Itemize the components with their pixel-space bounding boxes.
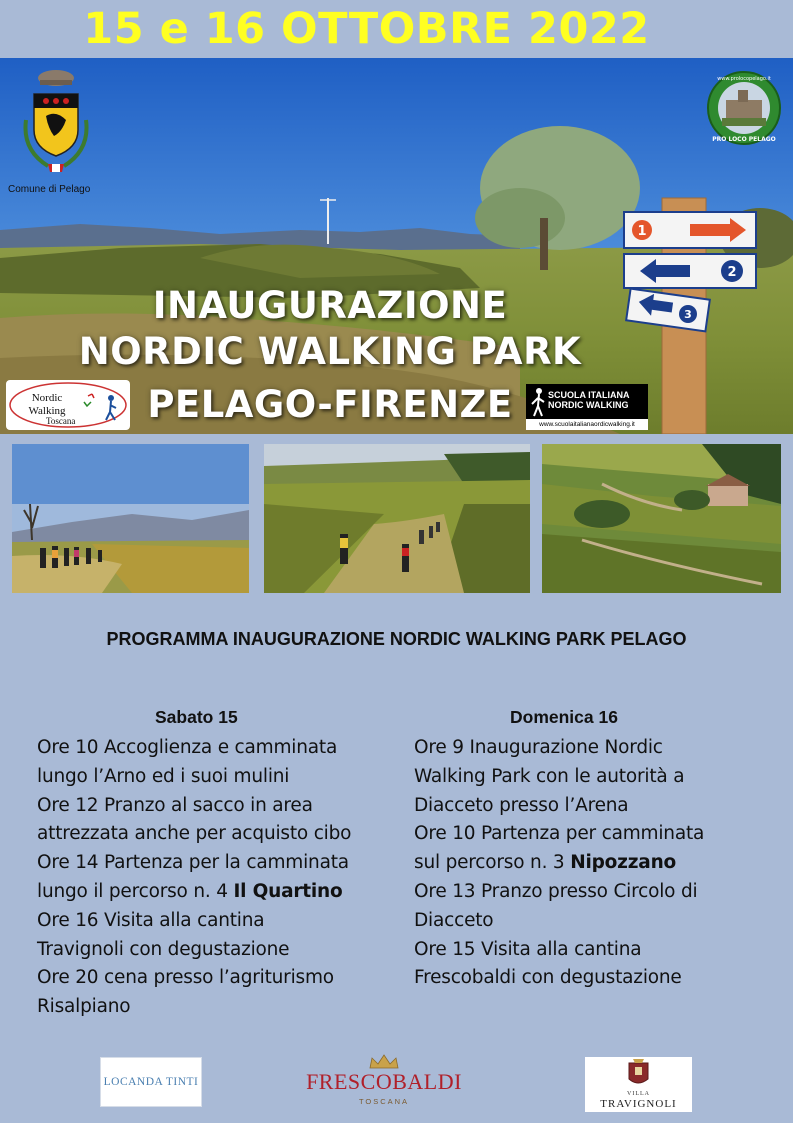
domenica-column bbox=[414, 705, 774, 993]
sabato-line: Ore 20 cena presso l’agriturismo bbox=[37, 967, 334, 989]
landscape-illustration bbox=[0, 58, 793, 434]
sabato-line: lungo il percorso n. 4 Il Quartino bbox=[37, 880, 343, 902]
comune-crest-icon bbox=[18, 70, 98, 180]
photo-vineyard-villa bbox=[542, 444, 781, 593]
proloco-logo bbox=[706, 70, 782, 146]
sinw-line-2: NORDIC WALKING bbox=[548, 400, 629, 410]
sabato-line: Ore 14 Partenza per la camminata bbox=[37, 852, 349, 874]
travignoli-villa: VILLA bbox=[627, 1091, 650, 1097]
sabato-line: lungo l’Arno ed i suoi mulini bbox=[37, 765, 290, 787]
trail-number-1: 1 bbox=[637, 224, 647, 239]
locanda-tinti-logo bbox=[100, 1057, 202, 1107]
sabato-line: Ore 10 Accoglienza e camminata bbox=[37, 737, 338, 758]
domenica-line: Ore 9 Inaugurazione Nordic bbox=[414, 737, 663, 758]
hero-title-line-1: INAUGURAZIONE bbox=[152, 284, 508, 327]
photo-vineyard-walkers bbox=[264, 444, 530, 593]
sabato-heading: Sabato 15 bbox=[155, 707, 238, 727]
proloco-site: www.prolocopelago.it bbox=[717, 76, 771, 82]
route-name-quartino: Il Quartino bbox=[233, 880, 343, 902]
domenica-heading: Domenica 16 bbox=[510, 707, 618, 727]
sabato-column bbox=[37, 705, 382, 1022]
event-date: 15 e 16 OTTOBRE 2022 bbox=[83, 4, 650, 54]
frescobaldi-region: TOSCANA bbox=[358, 1097, 410, 1106]
programma-title: PROGRAMMA INAUGURAZIONE NORDIC WALKING PARK PELAGO bbox=[106, 629, 687, 649]
domenica-line: Ore 13 Pranzo presso Circolo di bbox=[414, 880, 698, 902]
sabato-line: Ore 12 Pranzo al sacco in area bbox=[37, 794, 313, 816]
frescobaldi-logo bbox=[306, 1052, 462, 1112]
sabato-line: attrezzata anche per acquisto cibo bbox=[37, 823, 352, 845]
domenica-line: Ore 10 Partenza per camminata bbox=[414, 823, 705, 845]
trail-sign-2 bbox=[624, 254, 756, 288]
hero-title-line-3: PELAGO-FIRENZE bbox=[147, 383, 513, 426]
domenica-line: Walking Park con le autorità a bbox=[414, 765, 685, 787]
villa-travignoli-logo bbox=[585, 1057, 692, 1112]
walker-icon bbox=[528, 386, 550, 420]
photo-walkers-hills bbox=[12, 444, 249, 593]
nordic-walking-toscana-logo bbox=[6, 380, 130, 430]
locanda-tinti-name: LOCANDA TINTI bbox=[103, 1076, 199, 1088]
domenica-line: Frescobaldi con degustazione bbox=[414, 967, 682, 989]
hero-photo bbox=[0, 58, 793, 434]
sinw-url: www.scuolaitalianaordicwalking.it bbox=[526, 419, 648, 430]
sabato-line: Travignoli con degustazione bbox=[37, 938, 290, 960]
frescobaldi-name: FRESCOBALDI bbox=[306, 1069, 462, 1094]
comune-label: Comune di Pelago bbox=[8, 184, 91, 195]
nw-region: Toscana bbox=[46, 416, 76, 426]
proloco-name: PRO LOCO PELAGO bbox=[712, 136, 776, 143]
trail-number-2: 2 bbox=[727, 265, 737, 280]
hero-title-line-2: NORDIC WALKING PARK bbox=[78, 330, 582, 373]
domenica-line: Diacceto bbox=[414, 909, 494, 931]
domenica-line: sul percorso n. 3 Nipozzano bbox=[414, 852, 677, 874]
domenica-line: Ore 15 Visita alla cantina bbox=[414, 938, 642, 960]
travignoli-crest-icon bbox=[585, 1057, 692, 1091]
nw-line-1: Nordic bbox=[31, 392, 63, 404]
sabato-line: Risalpiano bbox=[37, 996, 131, 1018]
sinw-line-1: SCUOLA ITALIANA bbox=[548, 390, 630, 400]
trail-sign-1 bbox=[624, 212, 756, 248]
sabato-line: Ore 16 Visita alla cantina bbox=[37, 909, 265, 931]
nw-line-2: Walking bbox=[28, 405, 66, 417]
domenica-line: Diacceto presso l’Arena bbox=[414, 794, 629, 816]
route-name-nipozzano: Nipozzano bbox=[570, 852, 677, 874]
trail-number-3: 3 bbox=[684, 308, 692, 321]
travignoli-name: TRAVIGNOLI bbox=[600, 1098, 677, 1110]
scuola-italiana-nordic-walking-logo bbox=[526, 384, 648, 430]
